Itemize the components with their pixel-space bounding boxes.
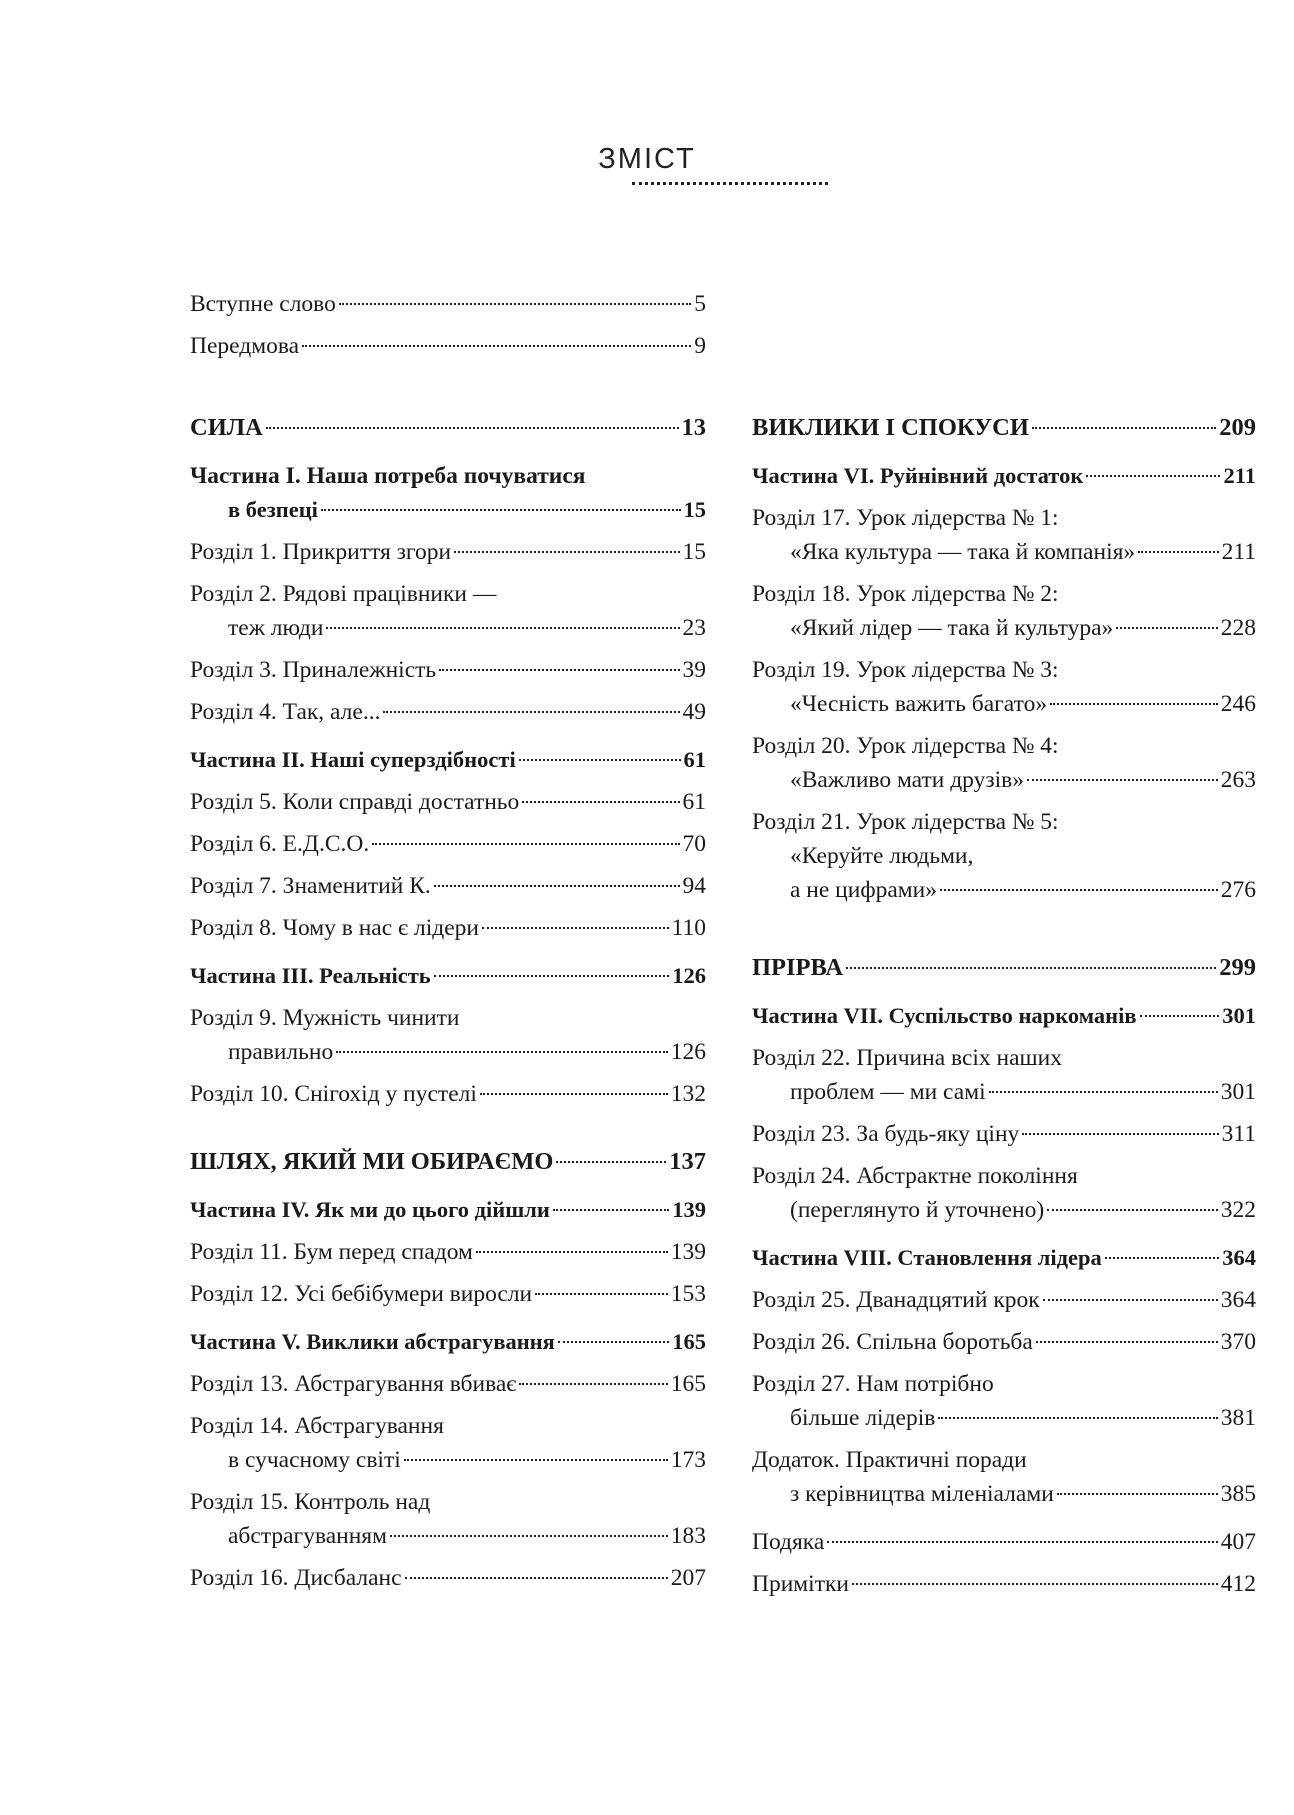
entry-label: Розділ 22. Причина всіх наших — [752, 1045, 1062, 1071]
dot-leader — [989, 1091, 1218, 1093]
dot-leader — [321, 509, 681, 511]
dot-leader — [439, 669, 679, 671]
entry-label: Частина V. Виклики абстрагування — [190, 1329, 555, 1354]
page-number: 61 — [683, 747, 706, 772]
dot-leader — [1036, 1341, 1218, 1343]
toc-chapter-27[interactable] — [752, 1367, 1256, 1435]
toc-chapter-19[interactable] — [752, 653, 1256, 721]
entry-label: Частина VIII. Становлення лідера — [752, 1245, 1102, 1270]
page-number: 39 — [682, 657, 706, 683]
entry-label: ВИКЛИКИ І СПОКУСИ — [752, 414, 1029, 441]
entry-label: Вступне слово — [190, 291, 336, 317]
toc-entry-preface[interactable] — [190, 329, 706, 363]
entry-label: Додаток. Практичні поради — [752, 1447, 1027, 1473]
toc-part-7[interactable] — [752, 999, 1256, 1033]
page-number: 139 — [670, 1239, 706, 1265]
page-number: 311 — [1221, 1121, 1256, 1147]
toc-appendix[interactable] — [752, 1443, 1256, 1511]
entry-label: Розділ 9. Мужність чинити — [190, 1005, 460, 1031]
title-underline-dots — [632, 182, 828, 185]
entry-label: Частина IV. Як ми до цього дійшли — [190, 1197, 550, 1222]
entry-label: Частина III. Реальність — [190, 963, 431, 988]
entry-label: Розділ 18. Урок лідерства № 2: — [752, 581, 1059, 607]
page-number: 209 — [1219, 414, 1256, 441]
entry-label: Примітки — [752, 1571, 849, 1597]
entry-label-cont: в сучасному світі — [228, 1447, 401, 1473]
toc-chapter-7[interactable] — [190, 869, 706, 903]
dot-leader — [476, 1251, 668, 1253]
dot-leader — [434, 885, 680, 887]
page-number: 126 — [672, 963, 706, 988]
page-number: 385 — [1220, 1481, 1256, 1507]
page-number: 126 — [670, 1039, 706, 1065]
toc-chapter-9[interactable] — [190, 1001, 706, 1069]
dot-leader — [846, 967, 1216, 969]
page-number: 165 — [670, 1371, 706, 1397]
dot-leader — [852, 1583, 1218, 1585]
toc-chapter-14[interactable] — [190, 1409, 706, 1477]
toc-left-column — [190, 411, 706, 1595]
page-number: 165 — [672, 1329, 706, 1354]
dot-leader — [372, 843, 679, 845]
toc-chapter-3[interactable] — [190, 653, 706, 687]
page-number: 5 — [694, 291, 706, 317]
entry-label-cont: (переглянуто й уточнено) — [790, 1197, 1045, 1223]
page-title: ЗМІСТ — [598, 143, 696, 175]
page-number: 299 — [1219, 954, 1256, 981]
page-number: 228 — [1220, 615, 1256, 641]
entry-label-cont: з керівництва міленіалами — [790, 1481, 1054, 1507]
entry-label-cont: в безпеці — [228, 497, 318, 522]
dot-leader — [434, 975, 670, 977]
toc-chapter-15[interactable] — [190, 1485, 706, 1553]
entry-label-cont: а не цифрами» — [790, 877, 937, 903]
dot-leader — [535, 1293, 668, 1295]
toc-chapter-20[interactable] — [752, 729, 1256, 797]
entry-label: Розділ 24. Абстрактне покоління — [752, 1163, 1078, 1189]
entry-label: Розділ 15. Контроль над — [190, 1489, 431, 1515]
entry-label: Розділ 14. Абстрагування — [190, 1413, 444, 1439]
toc-chapter-25[interactable] — [752, 1283, 1256, 1317]
dot-leader — [383, 711, 679, 713]
page-number: 276 — [1220, 877, 1256, 903]
dot-leader — [454, 551, 679, 553]
entry-label: Розділ 8. Чому в нас є лідери — [190, 915, 479, 941]
entry-label-cont: «Чесність важить багато» — [790, 691, 1048, 717]
entry-label: Розділ 16. Дисбаланс — [190, 1565, 402, 1591]
toc-chapter-21[interactable] — [752, 805, 1256, 907]
dot-leader — [827, 1541, 1217, 1543]
dot-leader — [519, 1383, 667, 1385]
toc-chapter-4[interactable] — [190, 695, 706, 729]
toc-section-vyklyky[interactable] — [752, 411, 1256, 445]
dot-leader — [1116, 627, 1217, 629]
entry-label-cont: проблем — ми самі — [790, 1079, 986, 1105]
entry-label: Розділ 26. Спільна боротьба — [752, 1329, 1033, 1355]
entry-label: Розділ 21. Урок лідерства № 5: — [752, 809, 1059, 835]
dot-leader — [1043, 1299, 1218, 1301]
toc-part-2[interactable] — [190, 743, 706, 777]
entry-label: Передмова — [190, 333, 300, 359]
page-number: 153 — [670, 1281, 706, 1307]
entry-label-cont: «Який лідер — така й культура» — [790, 615, 1114, 641]
toc-chapter-1[interactable] — [190, 535, 706, 569]
dot-leader — [482, 927, 669, 929]
page-number: 322 — [1220, 1197, 1256, 1223]
dot-leader — [1047, 1209, 1218, 1211]
toc-chapter-13[interactable] — [190, 1367, 706, 1401]
entry-label: Розділ 1. Прикриття згори — [190, 539, 452, 565]
entry-label-cont: теж люди — [228, 615, 324, 641]
page-number: 246 — [1220, 691, 1256, 717]
toc-chapter-11[interactable] — [190, 1235, 706, 1269]
toc-right-column — [752, 411, 1256, 1601]
entry-label: Розділ 13. Абстрагування вбиває — [190, 1371, 517, 1397]
entry-label: Частина І. Наша потреба почуватися — [190, 463, 586, 489]
page-number: 173 — [670, 1447, 706, 1473]
page-number: 412 — [1220, 1571, 1256, 1597]
page-number: 110 — [671, 915, 706, 941]
toc-chapter-24[interactable] — [752, 1159, 1256, 1227]
toc-chapter-22[interactable] — [752, 1041, 1256, 1109]
dot-leader — [938, 1417, 1217, 1419]
dot-leader — [553, 1209, 669, 1211]
entry-label: Розділ 12. Усі бебібумери виросли — [190, 1281, 533, 1307]
dot-leader — [480, 1093, 668, 1095]
entry-label-cont: більше лідерів — [790, 1405, 936, 1431]
page-number: 207 — [670, 1565, 706, 1591]
dot-leader — [519, 759, 681, 761]
toc-notes[interactable] — [752, 1567, 1256, 1601]
toc-part-8[interactable] — [752, 1241, 1256, 1275]
page-number: 263 — [1220, 767, 1256, 793]
entry-label: Розділ 7. Знаменитий К. — [190, 873, 431, 899]
dot-leader — [302, 345, 691, 347]
dot-leader — [326, 627, 679, 629]
dot-leader — [336, 1051, 668, 1053]
dot-leader — [1086, 475, 1220, 477]
dot-leader — [1027, 779, 1218, 781]
toc-chapter-2[interactable] — [190, 577, 706, 645]
toc-part-4[interactable] — [190, 1193, 706, 1227]
toc-entry-intro-word[interactable] — [190, 287, 706, 321]
page-number: 364 — [1222, 1245, 1256, 1270]
toc-chapter-6[interactable] — [190, 827, 706, 861]
entry-label: Розділ 17. Урок лідерства № 1: — [752, 505, 1059, 531]
entry-label-cont: правильно — [228, 1039, 334, 1065]
entry-label: Розділ 25. Дванадцятий крок — [752, 1287, 1040, 1313]
dot-leader — [940, 889, 1218, 891]
entry-label: Розділ 3. Приналежність — [190, 657, 437, 683]
toc-part-6[interactable] — [752, 459, 1256, 493]
page-number: 49 — [682, 699, 706, 725]
entry-label: Розділ 20. Урок лідерства № 4: — [752, 733, 1059, 759]
entry-label: Розділ 27. Нам потрібно — [752, 1371, 994, 1397]
toc-chapter-12[interactable] — [190, 1277, 706, 1311]
entry-label: Частина VI. Руйнівний достаток — [752, 463, 1084, 488]
page-number: 370 — [1220, 1329, 1256, 1355]
toc-chapter-5[interactable] — [190, 785, 706, 819]
entry-label: Розділ 6. Е.Д.С.О. — [190, 831, 370, 857]
page-number: 139 — [672, 1197, 706, 1222]
dot-leader — [558, 1341, 669, 1343]
front-matter — [190, 287, 706, 363]
toc-section-prirva[interactable] — [752, 951, 1256, 985]
page-number: 407 — [1220, 1529, 1256, 1555]
page-number: 211 — [1221, 539, 1256, 565]
entry-label: СИЛА — [190, 414, 263, 441]
page-number: 13 — [681, 414, 706, 441]
page-number: 183 — [670, 1523, 706, 1549]
toc-chapter-23[interactable] — [752, 1117, 1256, 1151]
toc-part-5[interactable] — [190, 1325, 706, 1359]
dot-leader — [1057, 1493, 1218, 1495]
page-number: 70 — [682, 831, 706, 857]
toc-section-shliakh[interactable] — [190, 1145, 706, 1179]
toc-chapter-18[interactable] — [752, 577, 1256, 645]
toc-chapter-8[interactable] — [190, 911, 706, 945]
entry-label-cont: «Яка культура — така й компанія» — [790, 539, 1136, 565]
page-number: 15 — [683, 497, 706, 522]
page-number: 211 — [1223, 463, 1256, 488]
page-number: 132 — [670, 1081, 706, 1107]
page-number: 94 — [682, 873, 706, 899]
dot-leader — [1032, 427, 1216, 429]
entry-label: Розділ 4. Так, але... — [190, 699, 381, 725]
entry-label: Частина II. Наші суперздібності — [190, 747, 516, 772]
page-number: 61 — [682, 789, 706, 815]
dot-leader — [404, 1459, 668, 1461]
entry-label: Розділ 11. Бум перед спадом — [190, 1239, 473, 1265]
page-number: 381 — [1220, 1405, 1256, 1431]
toc-acknowledgements[interactable] — [752, 1525, 1256, 1559]
toc-chapter-10[interactable] — [190, 1077, 706, 1111]
page-number: 15 — [682, 539, 706, 565]
toc-part-1[interactable] — [190, 459, 706, 527]
dot-leader — [339, 303, 691, 305]
dot-leader — [390, 1535, 668, 1537]
page-number: 301 — [1220, 1079, 1256, 1105]
entry-label-cont: «Керуйте людьми, — [790, 843, 974, 869]
entry-label: Розділ 23. За будь-яку ціну — [752, 1121, 1020, 1147]
entry-label: ШЛЯХ, ЯКИЙ МИ ОБИРАЄМО — [190, 1148, 554, 1175]
toc-chapter-26[interactable] — [752, 1325, 1256, 1359]
entry-label: Розділ 19. Урок лідерства № 3: — [752, 657, 1059, 683]
toc-chapter-17[interactable] — [752, 501, 1256, 569]
dot-leader — [1105, 1257, 1220, 1259]
toc-chapter-16[interactable] — [190, 1561, 706, 1595]
entry-label: Частина VII. Суспільство наркоманів — [752, 1003, 1137, 1028]
entry-label: Розділ 2. Рядові працівники — — [190, 581, 497, 607]
dot-leader — [1138, 551, 1218, 553]
dot-leader — [266, 427, 679, 429]
page-number: 364 — [1220, 1287, 1256, 1313]
entry-label: Розділ 10. Снігохід у пустелі — [190, 1081, 477, 1107]
page-number: 23 — [682, 615, 706, 641]
page-number: 9 — [694, 333, 706, 359]
dot-leader — [1050, 703, 1218, 705]
dot-leader — [522, 801, 679, 803]
entry-label: ПРІРВА — [752, 954, 844, 981]
dot-leader — [405, 1577, 668, 1579]
entry-label: Подяка — [752, 1529, 825, 1555]
dot-leader — [1022, 1133, 1218, 1135]
dot-leader — [556, 1161, 666, 1163]
page-number: 137 — [669, 1148, 706, 1175]
entry-label-cont: «Важливо мати друзів» — [790, 767, 1025, 793]
dot-leader — [1140, 1015, 1220, 1017]
entry-label: Розділ 5. Коли справді достатньо — [190, 789, 520, 815]
entry-label-cont: абстрагуванням — [228, 1523, 387, 1549]
toc-section-sila[interactable] — [190, 411, 706, 445]
toc-part-3[interactable] — [190, 959, 706, 993]
page-number: 301 — [1222, 1003, 1256, 1028]
